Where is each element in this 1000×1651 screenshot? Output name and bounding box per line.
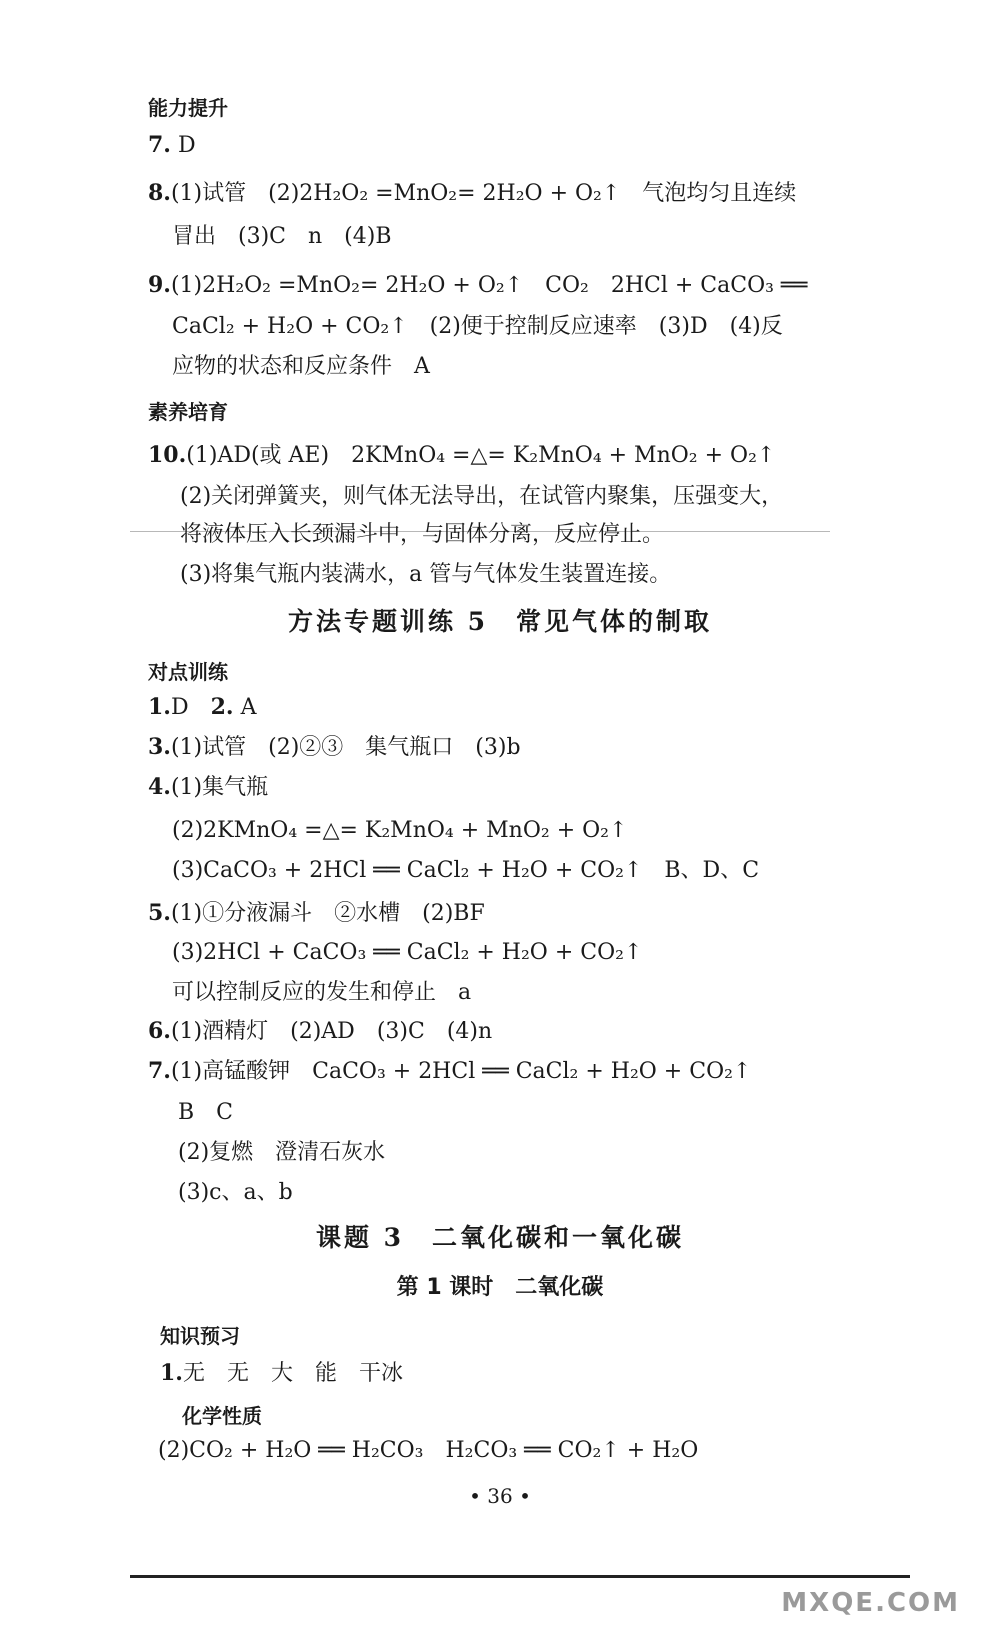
- heading-chemprop: 化学性质: [182, 1404, 262, 1428]
- answer-1-2: [148, 692, 256, 723]
- item-number: 3.: [148, 734, 171, 760]
- answer-4-part3: (3)CaCO₃ + 2HCl ══ CaCl₂ + H₂O + CO₂↑ B、D、C: [172, 858, 760, 883]
- item-number: 7.: [148, 132, 171, 158]
- answer-8: [148, 178, 796, 209]
- item-text: (1)高锰酸钾 CaCO₃ + 2HCl ══ CaCl₂ + H₂O + CO₂↑: [170, 1059, 752, 1084]
- item-number: 5.: [148, 900, 171, 926]
- answer-6: [148, 1016, 492, 1047]
- item-number: 8.: [148, 180, 171, 206]
- answer-10-part3: (3)将集气瓶内装满水，a 管与气体发生装置连接。: [180, 562, 672, 587]
- item-text: (1)2H₂O₂ =MnO₂= 2H₂O + O₂↑ CO₂ 2HCl + CaCO₃ ══: [170, 273, 808, 298]
- item-number: 1.: [160, 1360, 183, 1386]
- answer-9-cont1: CaCl₂ + H₂O + CO₂↑ (2)便于控制反应速率 (3)D (4)反: [172, 314, 783, 339]
- item-text: (1)试管 (2)②③ 集气瓶口 (3)b: [170, 735, 521, 760]
- answer-5-part3: (3)2HCl + CaCO₃ ══ CaCl₂ + H₂O + CO₂↑: [172, 940, 643, 965]
- answer-7: [148, 130, 196, 161]
- heading-ability: 能力提升: [148, 96, 228, 120]
- item-text: D: [170, 133, 196, 158]
- answer-10-part2: (2)关闭弹簧夹，则气体无法导出，在试管内聚集，压强变大，: [180, 484, 784, 509]
- answer-5: [148, 898, 485, 929]
- item-number: 4.: [148, 774, 171, 800]
- item-number: 1.: [148, 694, 171, 720]
- answer-9-cont2: 应物的状态和反应条件 A: [172, 354, 430, 379]
- answer-10: [148, 440, 775, 471]
- item-text: (1)①分液漏斗 ②水槽 (2)BF: [170, 901, 485, 926]
- item-number: 6.: [148, 1018, 171, 1044]
- section-subtitle: 第 1 课时 二氧化碳: [396, 1275, 604, 1300]
- item-text: (1)AD(或 AE) 2KMnO₄ =△= K₂MnO₄ + MnO₂ + O₂↑: [186, 443, 776, 468]
- answer-8-cont: 冒出 (3)C n (4)B: [172, 224, 392, 249]
- item-text: 无 无 大 能 干冰: [182, 1361, 403, 1386]
- item-text: (1)试管 (2)2H₂O₂ =MnO₂= 2H₂O + O₂↑ 气泡均匀且连续: [170, 181, 797, 206]
- answer-4: [148, 772, 268, 803]
- watermark: MXQE.COM: [781, 1588, 960, 1618]
- footer-rule: [130, 1575, 910, 1578]
- answer-9: [148, 270, 807, 301]
- heading-preview: 知识预习: [160, 1324, 240, 1348]
- answer-7b-part2: (2)复燃 澄清石灰水: [178, 1140, 386, 1165]
- item-text: D: [170, 695, 211, 720]
- section-title-lesson: 课题 3 二氧化碳和一氧化碳: [315, 1223, 685, 1252]
- item-number: 7.: [148, 1058, 171, 1084]
- answer-5-cont: 可以控制反应的发生和停止 a: [172, 980, 472, 1005]
- answer-7b-cont: B C: [178, 1100, 234, 1125]
- item-number: 9.: [148, 272, 171, 298]
- item-text: (1)集气瓶: [170, 775, 269, 800]
- answer-10-part2-cont: 将液体压入长颈漏斗中，与固体分离，反应停止。: [180, 522, 665, 547]
- heading-practice: 对点训练: [148, 660, 228, 684]
- answer-4-part2: (2)2KMnO₄ =△= K₂MnO₄ + MnO₂ + O₂↑: [172, 818, 628, 843]
- answer-preview-1: [160, 1358, 403, 1389]
- answer-7b-part3: (3)c、a、b: [178, 1180, 293, 1205]
- answer-chemprop: (2)CO₂ + H₂O ══ H₂CO₃ H₂CO₃ ══ CO₂↑ + H₂O: [158, 1438, 699, 1463]
- answer-3: [148, 732, 521, 763]
- item-number: 2.: [210, 694, 234, 720]
- page-number: • 36 •: [469, 1484, 531, 1508]
- section-title-method: 方法专题训练 5 常见气体的制取: [287, 607, 713, 636]
- item-text: A: [233, 695, 257, 720]
- heading-literacy: 素养培育: [148, 400, 228, 424]
- answer-7b: [148, 1056, 751, 1087]
- item-text: (1)酒精灯 (2)AD (3)C (4)n: [170, 1019, 493, 1044]
- item-number: 10.: [148, 442, 187, 468]
